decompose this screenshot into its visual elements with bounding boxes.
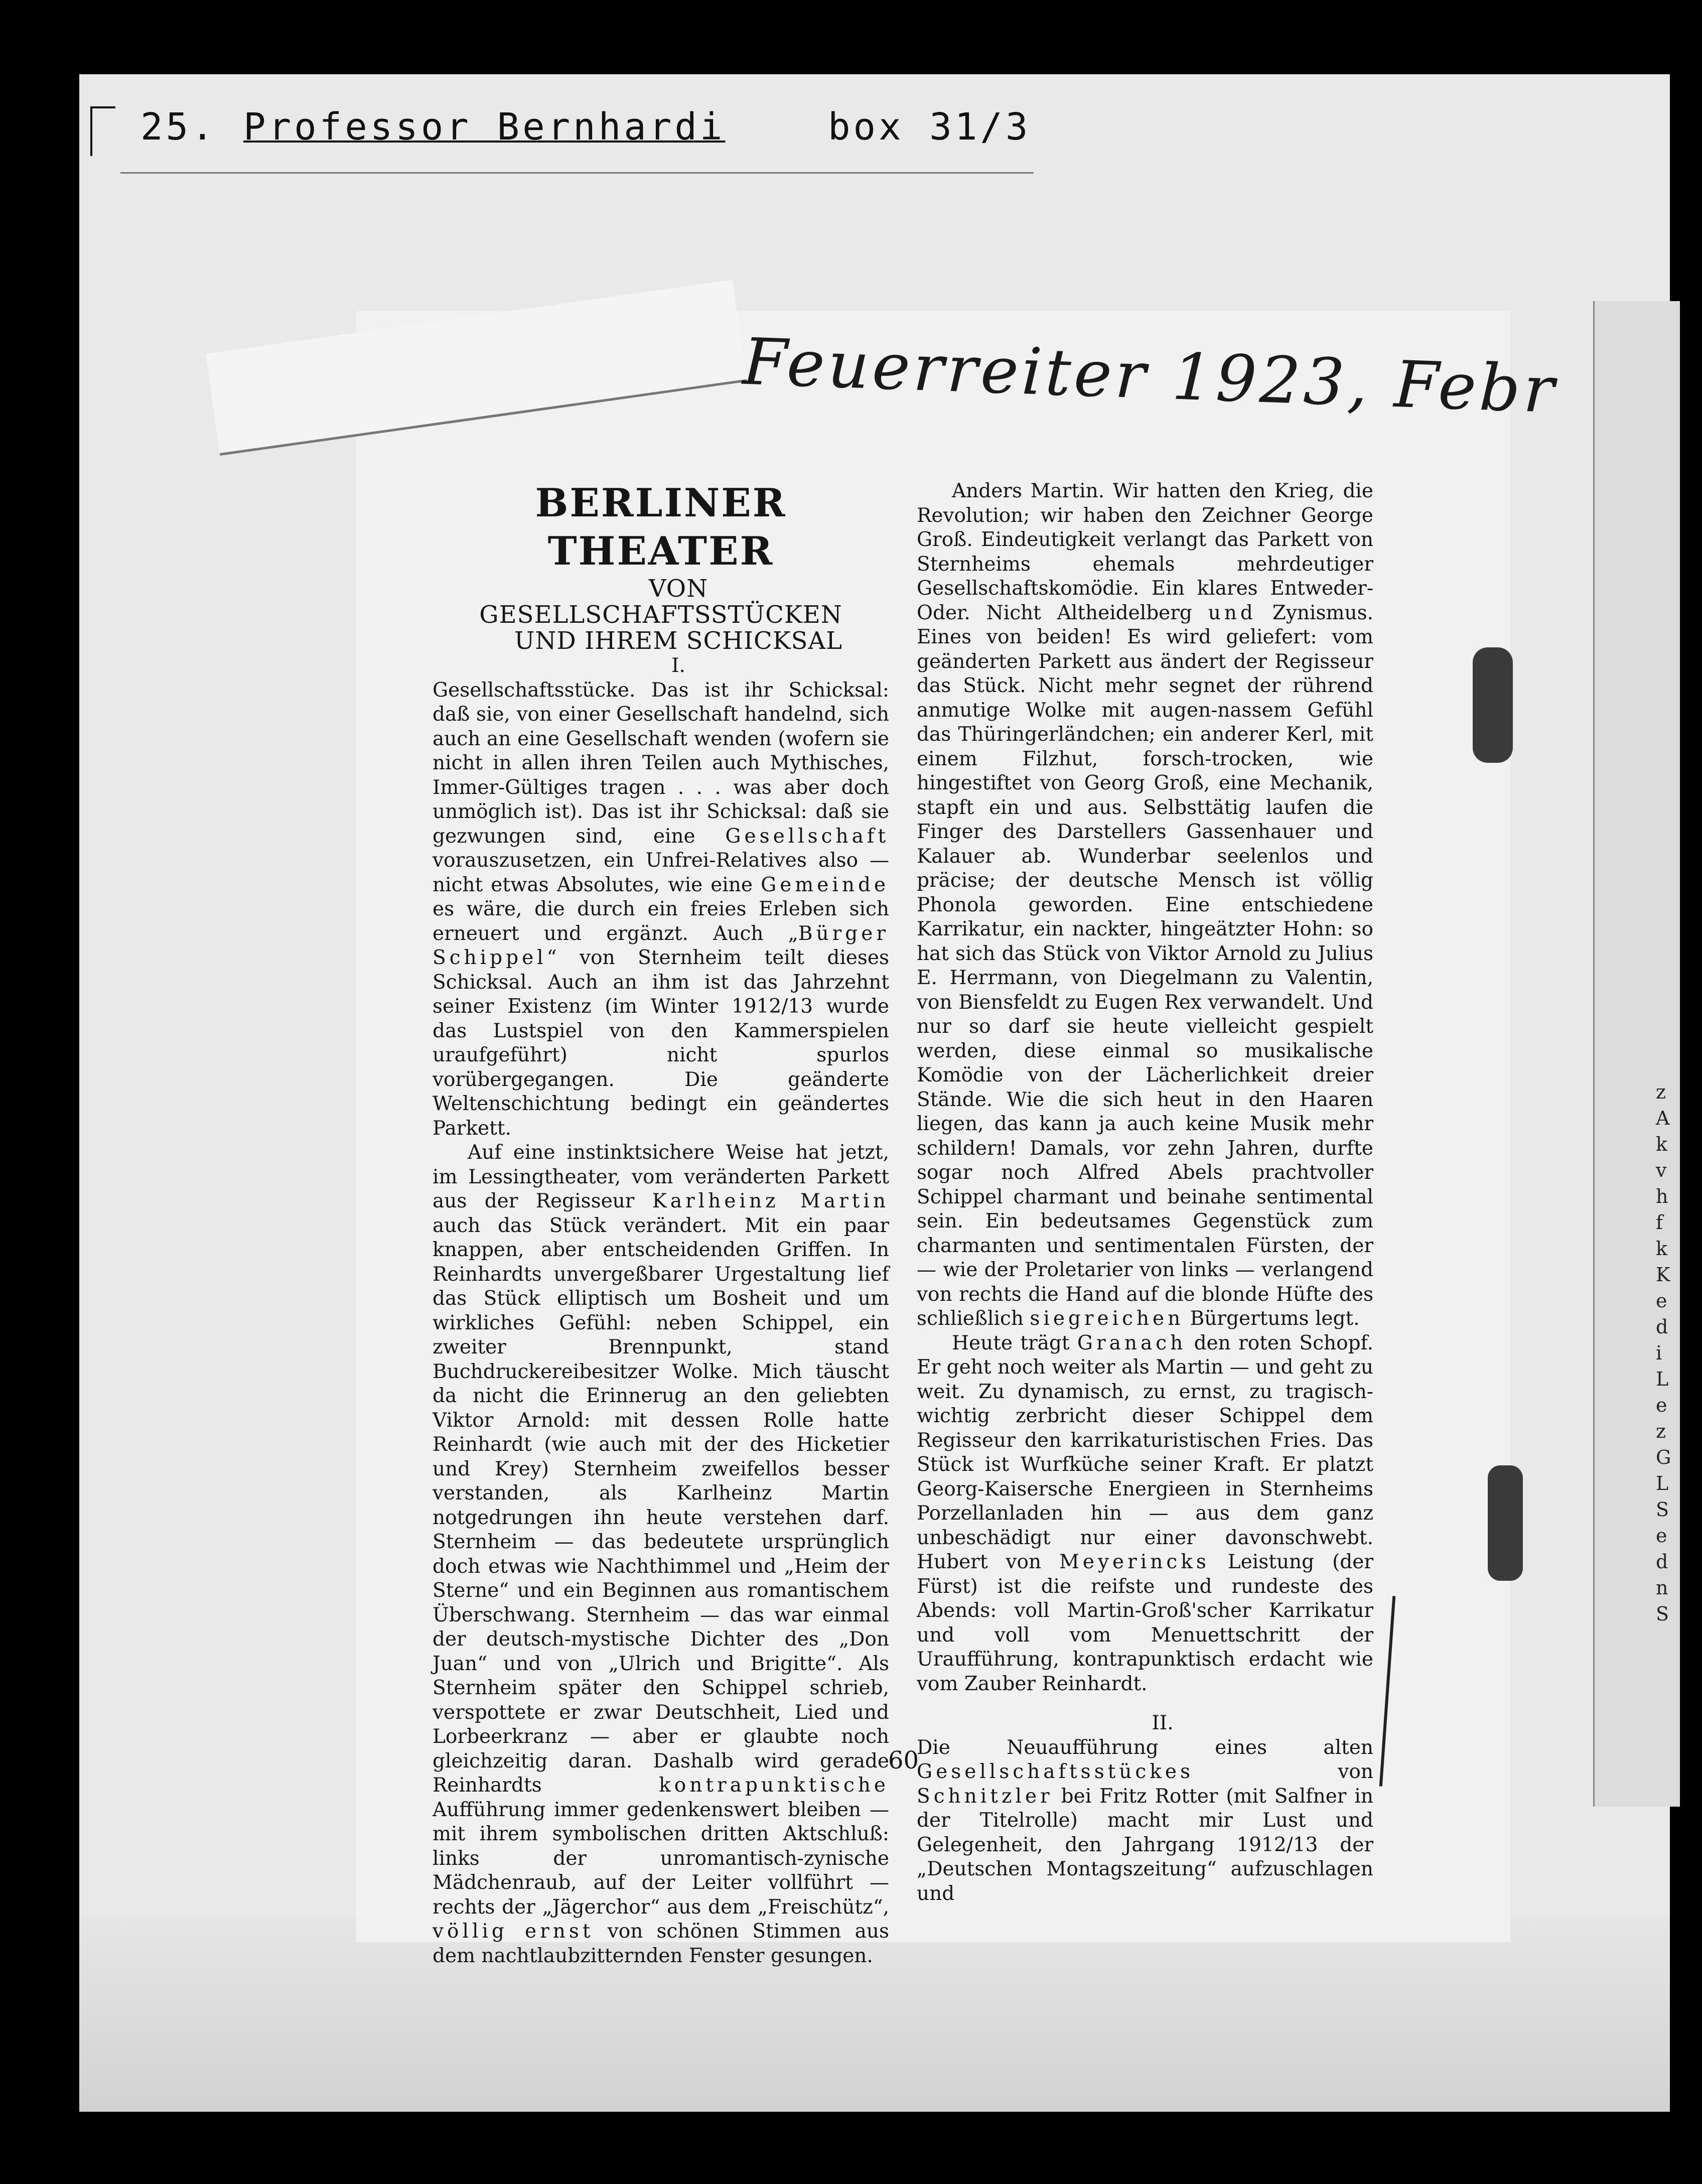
article-paragraph: Gesellschaftsstücke. Das ist ihr Schicksal: daß sie, von einer Gesellschaft handelnd, sich auch an eine Gesellschaft wenden (wofern sie nicht in allen ihren Teilen auch Mythisches, Immer-Gültiges tragen . . . was aber doch unmöglich ist). Das ist ihr Schicksal: daß sie gezwungen sind, eine Gesellschaft vorauszusetzen, ein Unfrei-Relatives also — nicht etwas Absolutes, wie eine Gemeinde es wäre, die durch ein freies Erleben sich erneuert und ergänzt. Auch „Bürger Schippel“ von Sternheim teilt dieses Schicksal. Auch an ihm ist das Jahrzehnt seiner Existenz (im Winter 1912/13 wurde das Lustspiel von den Kammerspielen uraufgeführt) nicht spurlos vorübergegangen. Die geänderte Weltenschichtung bedingt ein geändertes Parkett. xyxy=(433,678,889,1140)
section-number-1: I. xyxy=(671,654,685,677)
folder-title: Professor Bernhardi xyxy=(243,105,726,149)
margin-letter: e xyxy=(1656,1394,1667,1416)
margin-letter: k xyxy=(1656,1133,1668,1155)
article-headline: BERLINER THEATER xyxy=(535,480,787,574)
margin-letter: G xyxy=(1656,1446,1671,1468)
margin-letter: h xyxy=(1656,1185,1668,1207)
margin-letter: z xyxy=(1656,1081,1666,1103)
article-paragraph: Auf eine instinktsichere Weise hat jetzt, im Lessingtheater, vom veränderten Parkett aus der Regisseur Karlheinz Martin auch das Stück verändert. Mit ein paar knappen, aber entscheidenden Griffen. In Reinhardts unvergeßbarer Urgestaltung lief das Stück elliptisch um Bosheit und um wirkliches Gefühl: neben Schippel, ein zweiter Brennpunkt, stand Buchdruckereibesitzer Wolke. Mich täuscht da nicht die Erinnerug an den geliebten Viktor Arnold: mit dessen Rolle hatte Reinhardt (wie auch mit der des Hicketier und Krey) Sternheim zweifellos besser verstanden, als Karlheinz Martin notgedrungen ihn heute verstehen darf. Sternheim — das bedeutete ursprünglich doch etwas wie Nachthimmel und „Heim der Sterne“ und ein Beginnen aus romantischem Überschwang. Sternheim — das war einmal der deutsch-mystische Dichter des „Don Juan“ und von „Ulrich und Brigitte“. Als Sternheim später den Schippel schrieb, verspottete er zwar Deutschheit, Lied und Lorbeerkranz — aber er glaubte noch gleichzeitig daran. Dashalb wird gerade Reinhardts kontrapunktische Aufführung immer gedenkenswert bleiben — mit ihrem symbolischen dritten Aktschluß: links der unromantisch-zynische Mädchenraub, auf der Leiter vollführt — rechts der „Jägerchor“ aus dem „Freischütz“, völlig ernst von schönen Stimmen aus dem nachtlaubzitternden Fenster gesungen. xyxy=(433,1141,890,1967)
header-divider xyxy=(120,172,1034,174)
margin-letter: K xyxy=(1656,1264,1670,1286)
ink-smudge xyxy=(1473,647,1513,763)
margin-letter: L xyxy=(1656,1472,1669,1494)
box-label: box 31/3 xyxy=(828,105,1031,149)
margin-letter: k xyxy=(1656,1238,1668,1260)
article-column-right xyxy=(917,479,1373,1906)
page-number: 60 xyxy=(888,1746,919,1774)
adjacent-page-letters xyxy=(1656,1079,1676,1627)
margin-letter: z xyxy=(1656,1420,1666,1442)
folder-number: 25. xyxy=(140,105,217,149)
margin-letter: d xyxy=(1656,1316,1668,1338)
margin-letter: e xyxy=(1656,1525,1667,1547)
margin-letter: d xyxy=(1656,1551,1668,1573)
margin-letter: e xyxy=(1656,1290,1667,1312)
article-paragraph: Anders Martin. Wir hatten den Krieg, die Revolution; wir haben den Zeichner George Groß. Eindeutigkeit verlangt das Parkett von Sternheims ehemals mehrdeutiger Gesellschaftskomödie. Ein klares Entweder-Oder. Nicht Altheidelberg und Zynismus. Eines von beiden! Es wird geliefert: vom geänderten Parkett aus ändert der Regisseur das Stück. Nicht mehr segnet der rührend anmutige Wolke mit augen-nassem Gefühl das Thüringerländchen; ein anderer Kerl, mit einem Filzhut, forsch-trocken, wie hingestiftet von Georg Groß, eine Mechanik, stapft ein und aus. Selbsttätig laufen die Finger des Darstellers Gassenhauer und Kalauer ab. Wunderbar seelenlos und präcise; der deutsche Mensch ist völlig Phonola geworden. Eine entschiedene Karrikatur, ein nackter, hingeätzter Hohn: so hat sich das Stück von Viktor Arnold zu Julius E. Herrmann, von Diegelmann zu Valentin, von Biensfeldt zu Eugen Rex verwandelt. Und nur so darf sie heute vielleicht gespielt werden, diese einmal so musikalische Komödie von der Lächerlichkeit dreier Stände. Wie die sich heut in den Haaren liegen, das kann ja auch keine Musik mehr schildern! Damals, vor zehn Jahren, durfte sogar noch Alfred Abels prachtvoller Schippel charmant und beinahe sentimental sein. Ein bedeutsames Gegenstück zum charmanten und sentimentalen Fürsten, der — wie der Proletarier von links — verlangend von rechts die Hand auf die blonde Hüfte des schließlich siegreichen Bürgertums legt. xyxy=(917,480,1373,1330)
article-column-left xyxy=(433,479,889,1968)
article-paragraph: Heute trägt Granach den roten Schopf. Er geht noch weiter als Martin — und geht zu weit. Zu dynamisch, zu ernst, zu tragisch-wichtig zerbricht dieser Schippel dem Regisseur den karrikaturistischen Fries. Das Stück ist Wurfküche seiner Kraft. Er platzt Georg-Kaisersche Energieen in Sternheims Porzellanladen hin — aus dem ganz unbeschädigt nur einer davonschwebt. Hubert von Meyerincks Leistung (der Fürst) ist die reifste und rundeste des Abends: voll Martin-Groß'scher Karrikatur und voll vom Menuettschritt der Uraufführung, kontrapunktisch erdacht wie vom Zauber Reinhardt. xyxy=(917,1331,1373,1695)
margin-letter: n xyxy=(1656,1577,1668,1599)
article-paragraph: Die Neuaufführung eines alten Gesellschaftsstückes von Schnitzler bei Fritz Rotter (mit Salfner in der Titelrolle) macht mir Lust und Gelegenheit, den Jahrgang 1912/13 der „Deutschen Montagszeitung“ aufzuschlagen und xyxy=(917,1736,1373,1905)
margin-letter: i xyxy=(1656,1342,1662,1364)
margin-letter: L xyxy=(1656,1368,1669,1390)
margin-letter: A xyxy=(1656,1107,1670,1129)
margin-letter: f xyxy=(1656,1211,1663,1234)
margin-letter: S xyxy=(1656,1498,1669,1521)
handwritten-source-note: Feuerreiter 1923, Febr xyxy=(741,324,1558,428)
ink-smudge xyxy=(1488,1465,1523,1581)
margin-letter: v xyxy=(1656,1159,1667,1181)
article-subheadline-1: VON GESELLSCHAFTSSTÜCKEN xyxy=(479,575,842,629)
margin-letter: S xyxy=(1656,1603,1669,1625)
article-subheadline-2: UND IHREM SCHICKSAL xyxy=(514,627,843,655)
section-number-2: II. xyxy=(1152,1712,1174,1734)
corner-bracket xyxy=(90,106,115,156)
